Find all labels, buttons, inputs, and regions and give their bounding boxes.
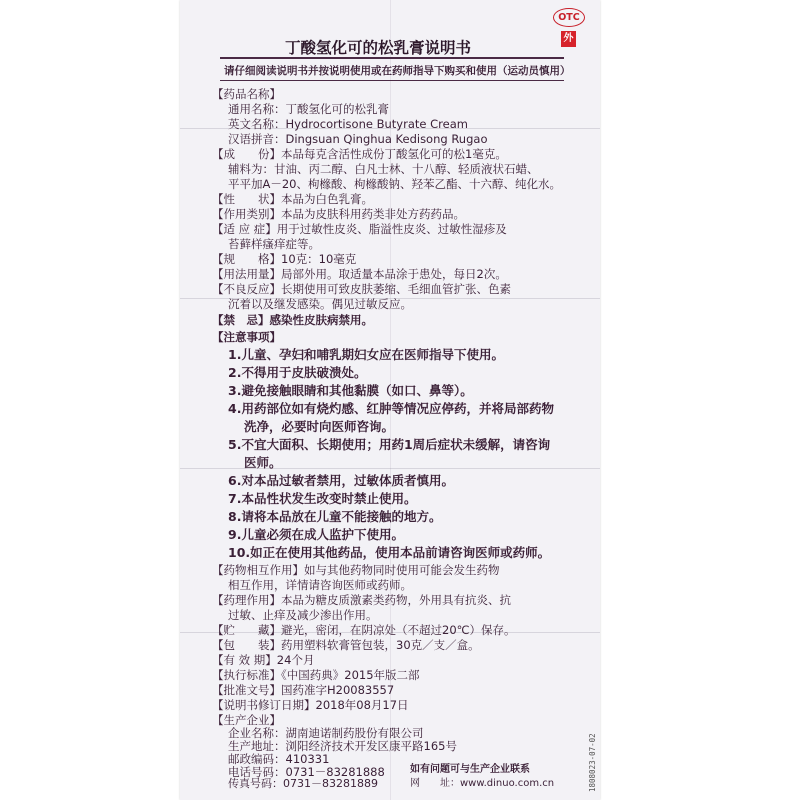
precautions-heading: 【注意事项】 (212, 330, 281, 344)
adverse-reactions-line: 沉着以及继发感染。偶见过敏反应。 (228, 297, 412, 311)
website: 网 址：www.dinuo.com.cn (410, 778, 555, 789)
english-name: 英文名称：Hydrocortisone Butyrate Cream (228, 117, 468, 131)
adverse-reactions-line: 【不良反应】长期使用可致皮肤萎缩、毛细血管扩张、色素 (212, 282, 511, 296)
contact-note: 如有问题可与生产企业联系 (410, 764, 530, 775)
manufacturer-name: 企业名称：湖南迪诺制药股份有限公司 (228, 726, 424, 740)
indications-line: 苔藓样瘙痒症等。 (228, 237, 320, 251)
postal-code: 邮政编码：410331 (228, 752, 330, 766)
fax-number: 传真号码：0731－83281889 (228, 777, 378, 790)
package: 【包 装】药用塑料软膏管包装，30克／支／盒。 (212, 638, 480, 652)
manufacturer-address: 生产地址：浏阳经济技术开发区康平路165号 (228, 739, 457, 753)
pharmacology-line: 【药理作用】本品为糖皮质激素类药物，外用具有抗炎、抗 (212, 593, 511, 607)
precaution-item: 医师。 (244, 455, 282, 470)
instruction-leaflet (180, 0, 600, 800)
properties: 【性 状】本品为白色乳膏。 (212, 192, 373, 206)
precaution-item: 8.请将本品放在儿童不能接触的地方。 (228, 509, 442, 524)
otc-badge: OTC (553, 8, 585, 27)
external-use-badge: 外 (561, 31, 576, 47)
precaution-item: 10.如正在使用其他药品，使用本品前请咨询医师或药师。 (228, 545, 551, 560)
pharmacology-line: 过敏、止痒及减少渗出作用。 (228, 608, 378, 622)
subtitle-rule (220, 80, 564, 81)
approval-number: 【批准文号】国药准字H20083557 (212, 683, 395, 697)
precaution-item: 6.对本品过敏者禁用，过敏体质者慎用。 (228, 473, 454, 488)
standard: 【执行标准】《中国药典》2015年版二部 (212, 668, 420, 682)
precaution-item: 3.避免接触眼睛和其他黏膜（如口、鼻等）。 (228, 383, 473, 398)
precaution-item: 4.用药部位如有烧灼感、红肿等情况应停药，并将局部药物 (228, 401, 554, 416)
print-code: 1808023-07-02 (588, 733, 597, 792)
interactions-line: 相互作用，详情请咨询医师或药师。 (228, 578, 412, 592)
pinyin-name: 汉语拼音：Dingsuan Qinghua Kedisong Rugao (228, 132, 488, 146)
phone-number: 电话号码：0731－83281888 (228, 765, 385, 779)
precaution-item: 1.儿童、孕妇和哺乳期妇女应在医师指导下使用。 (228, 347, 504, 362)
contraindications: 【禁 忌】感染性皮肤病禁用。 (212, 313, 373, 327)
revision-date: 【说明书修订日期】2018年08月17日 (212, 698, 409, 712)
dosage: 【用法用量】局部外用。取适量本品涂于患处，每日2次。 (212, 267, 507, 281)
drug-name-heading: 【药品名称】 (212, 87, 281, 101)
title-rule (220, 57, 564, 59)
precaution-item: 2.不得用于皮肤破溃处。 (228, 365, 367, 380)
precaution-item: 洗净，必要时向医师咨询。 (244, 419, 395, 434)
storage: 【贮 藏】避光，密闭，在阴凉处（不超过20℃）保存。 (212, 623, 516, 637)
composition-line: 辅料为：甘油、丙二醇、白凡士林、十八醇、轻质液状石蜡、 (228, 162, 539, 176)
precaution-item: 5.不宜大面积、长期使用；用药1周后症状未缓解，请咨询 (228, 437, 551, 452)
composition-line: 【成 份】本品每克含活性成份丁酸氢化可的松1毫克。 (212, 147, 507, 161)
common-name: 通用名称：丁酸氢化可的松乳膏 (228, 102, 389, 116)
document-subtitle: 请仔细阅读说明书并按说明使用或在药师指导下购买和使用（运动员慎用） (224, 65, 571, 77)
category: 【作用类别】本品为皮肤科用药类非处方药药品。 (212, 207, 465, 221)
precaution-item: 9.儿童必须在成人监护下使用。 (228, 527, 404, 542)
specification: 【规 格】10克：10毫克 (212, 252, 357, 266)
interactions-line: 【药物相互作用】如与其他药物同时使用可能会发生药物 (212, 563, 500, 577)
document-title: 丁酸氢化可的松乳膏说明书 (285, 39, 472, 57)
composition-line: 平平加A－20、枸橼酸、枸橼酸钠、羟苯乙酯、十六醇、纯化水。 (228, 177, 561, 191)
precaution-item: 7.本品性状发生改变时禁止使用。 (228, 491, 417, 506)
manufacturer-heading: 【生产企业】 (212, 713, 281, 727)
validity: 【有 效 期】24个月 (212, 653, 315, 667)
indications-line: 【适 应 症】用于过敏性皮炎、脂溢性皮炎、过敏性湿疹及 (212, 222, 507, 236)
